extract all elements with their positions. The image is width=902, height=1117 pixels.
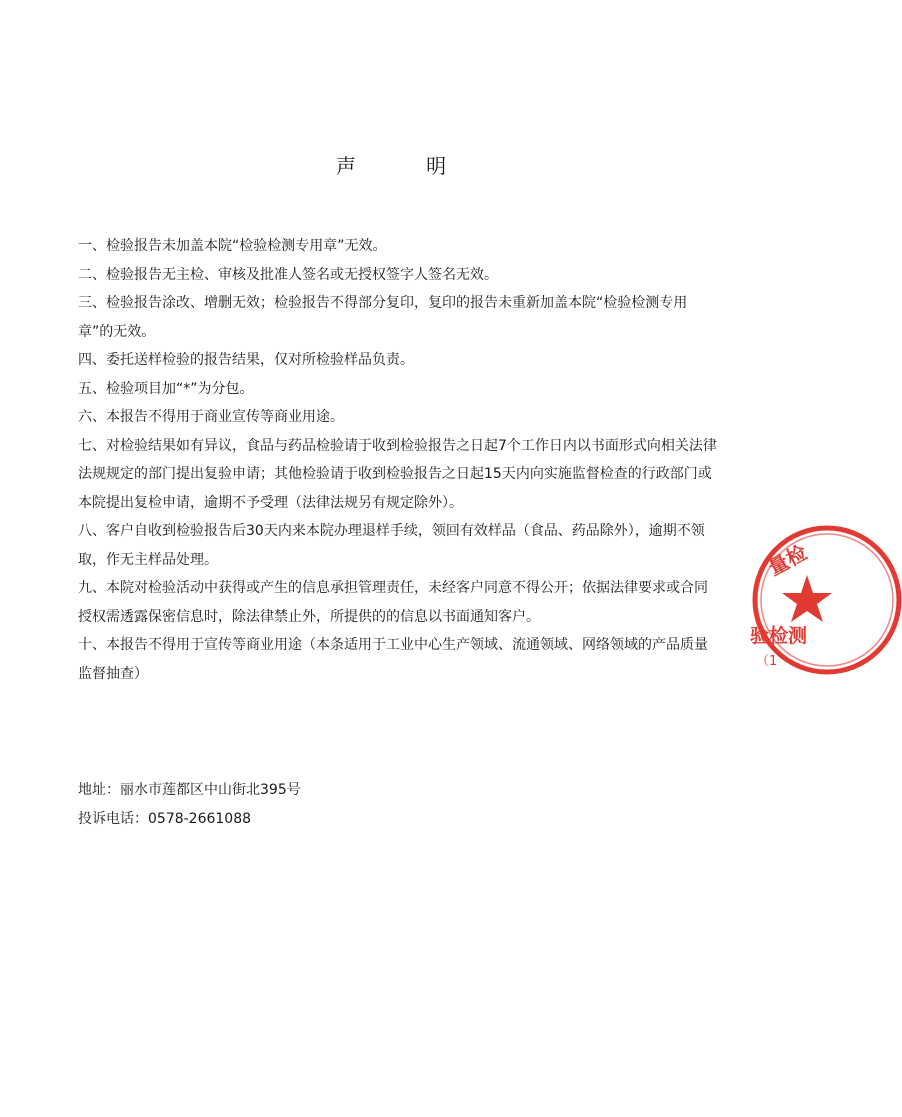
contact-info bbox=[78, 776, 578, 834]
official-seal-icon bbox=[752, 525, 902, 675]
statement-list bbox=[78, 232, 718, 688]
statement-item: 五、检验项目加“*”为分包。 bbox=[78, 380, 254, 397]
statement-item: 二、检验报告无主检、审核及批准人签名或无授权签字人签名无效。 bbox=[78, 266, 498, 283]
address-line: 地址：丽水市莲都区中山街北395号 bbox=[78, 782, 301, 798]
stamp-top-text: 量检 bbox=[764, 540, 811, 581]
statement-item: 四、委托送样检验的报告结果，仅对所检验样品负责。 bbox=[78, 352, 414, 368]
statement-item: 十、本报告不得用于宣传等商业用途（本条适用于工业中心生产领域、流通领域、网络领域的产品质量监督抽查） bbox=[78, 637, 708, 682]
statement-item: 六、本报告不得用于商业宣传等商业用途。 bbox=[78, 409, 344, 425]
statement-item: 一、检验报告未加盖本院“检验检测专用章”无效。 bbox=[78, 238, 387, 254]
statement-item: 七、对检验结果如有异议，食品与药品检验请于收到检验报告之日起7个工作日内以书面形式向相关法律法规规定的部门提出复验申请；其他检验请于收到检验报告之日起15天内向实施监督检查的行政部门或本院提出复检申请，逾期不予受理（法律法规另有规定除外）。 bbox=[78, 437, 717, 511]
page-title: 声 明 bbox=[335, 154, 479, 178]
stamp-paren-text: （1 bbox=[756, 654, 778, 669]
statement-item: 三、检验报告涂改、增删无效；检验报告不得部分复印，复印的报告未重新加盖本院“检验检测专用章”的无效。 bbox=[78, 295, 688, 340]
stamp-star-icon bbox=[782, 575, 832, 622]
statement-item: 八、客户自收到检验报告后30天内来本院办理退样手续，领回有效样品（食品、药品除外），逾期不领取，作无主样品处理。 bbox=[78, 523, 705, 568]
statement-item: 九、本院对检验活动中获得或产生的信息承担管理责任，未经客户同意不得公开；依据法律要求或合同授权需透露保密信息时，除法律禁止外，所提供的的信息以书面通知客户。 bbox=[78, 580, 708, 625]
phone-line: 投诉电话：0578-2661088 bbox=[78, 811, 252, 827]
stamp-bottom-text: 验检测 bbox=[750, 625, 808, 647]
